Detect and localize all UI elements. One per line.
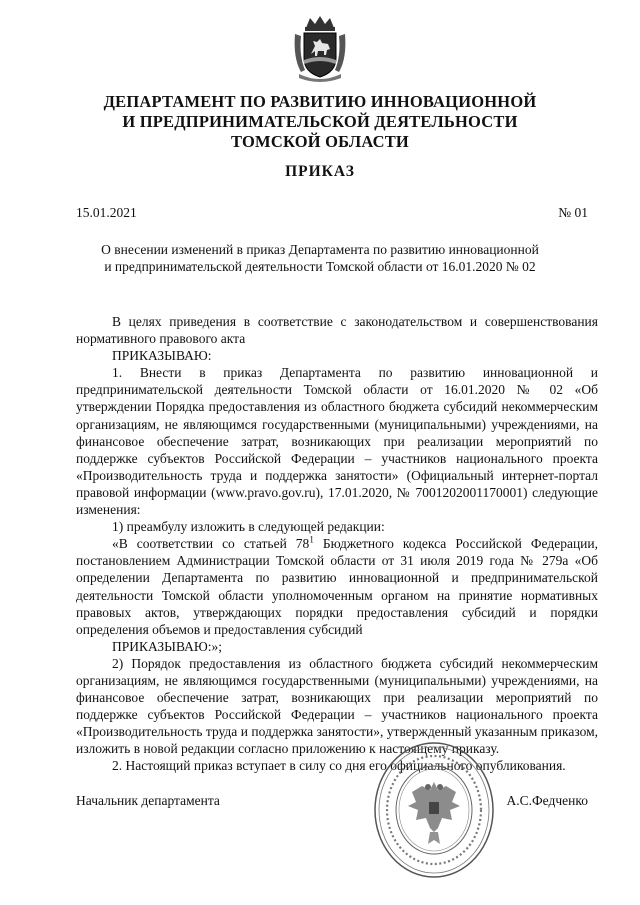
document-date: 15.01.2021 [76,205,137,220]
item-1-2-paragraph: 2) Порядок предоставления из областного бюджета субсидий некоммерческим организациям, не являющимся государственными (муниципальными) учреждениями, на финансовое обеспечение затрат, возникающих при реализации мероприятий по поддержке субъектов Российской Федерации – участников национального проекта «Производительность труда и поддержка занятости», утвержденный указанным приказом, изложить в новой редакции согласно приложению к настоящему приказу. [76,655,598,757]
signatory-name: А.С.Федченко [506,793,588,808]
signatory-position: Начальник департамента [76,793,220,808]
preamble-paragraph: В целях приведения в соответствие с законодательством и совершенствования нормативного правового акта [76,314,598,347]
tomsk-coat-of-arms-icon [291,14,349,82]
subject-line-2: и предпринимательской деятельности Томской области от 16.01.2020 № 02 [104,259,536,274]
document-body [76,313,598,775]
order-word: ПРИКАЗЫВАЮ: [112,348,212,364]
new-preamble-rest: Бюджетного кодекса Российской Федерации, постановлением Администрации Томской области от 31 июля 2019 года № 279а «Об определении Департамента по развитию инновационной и предпринимательской деятельности Томской области уполномоченным органом на принятие нормативных правовых актов, утверждающих порядки предоставления субсидий и порядки определения объемов и предоставления субсидий [76,536,598,637]
item-1-paragraph: 1. Внести в приказ Департамента по развитию инновационной и предпринимательской деятельности Томской области от 16.01.2020 № 02 «Об утверждении Порядка предоставления из областного бюджета субсидий некоммерческим организациям, не являющимся государственными (муниципальными) учреждениями, на финансовое обеспечение затрат, возникающих при реализации мероприятий по поддержке субъектов Российской Федерации – участников национального проекта «Производительность труда и поддержка занятости» (Официальный интернет-портал правовой информации (www.pravo.gov.ru), 17.01.2020, № 7001202001170001) следующие изменения: [76,365,598,518]
document-type: ПРИКАЗ [285,163,355,180]
document-subject [60,241,580,275]
org-line-3: ТОМСКОЙ ОБЛАСТИ [231,132,409,151]
official-seal-icon [372,740,496,880]
quoted-order-word: ПРИКАЗЫВАЮ:»; [112,638,222,654]
org-line-1: ДЕПАРТАМЕНТ ПО РАЗВИТИЮ ИННОВАЦИОННОЙ [103,92,537,111]
item-2-paragraph: 2. Настоящий приказ вступает в силу со дня его официального опубликования. [112,758,566,774]
article-superscript: 1 [309,534,314,545]
new-preamble-start: «В соответствии со статьей 78 [112,536,310,552]
new-preamble-paragraph [76,535,598,638]
document-number: № 01 [558,205,588,220]
organization-name [40,92,600,152]
org-line-2: И ПРЕДПРИНИМАТЕЛЬСКОЙ ДЕЯТЕЛЬНОСТИ [122,112,518,131]
subject-line-1: О внесении изменений в приказ Департамента по развитию инновационной [101,242,539,257]
item-1-1-paragraph: 1) преамбулу изложить в следующей редакции: [112,519,385,535]
